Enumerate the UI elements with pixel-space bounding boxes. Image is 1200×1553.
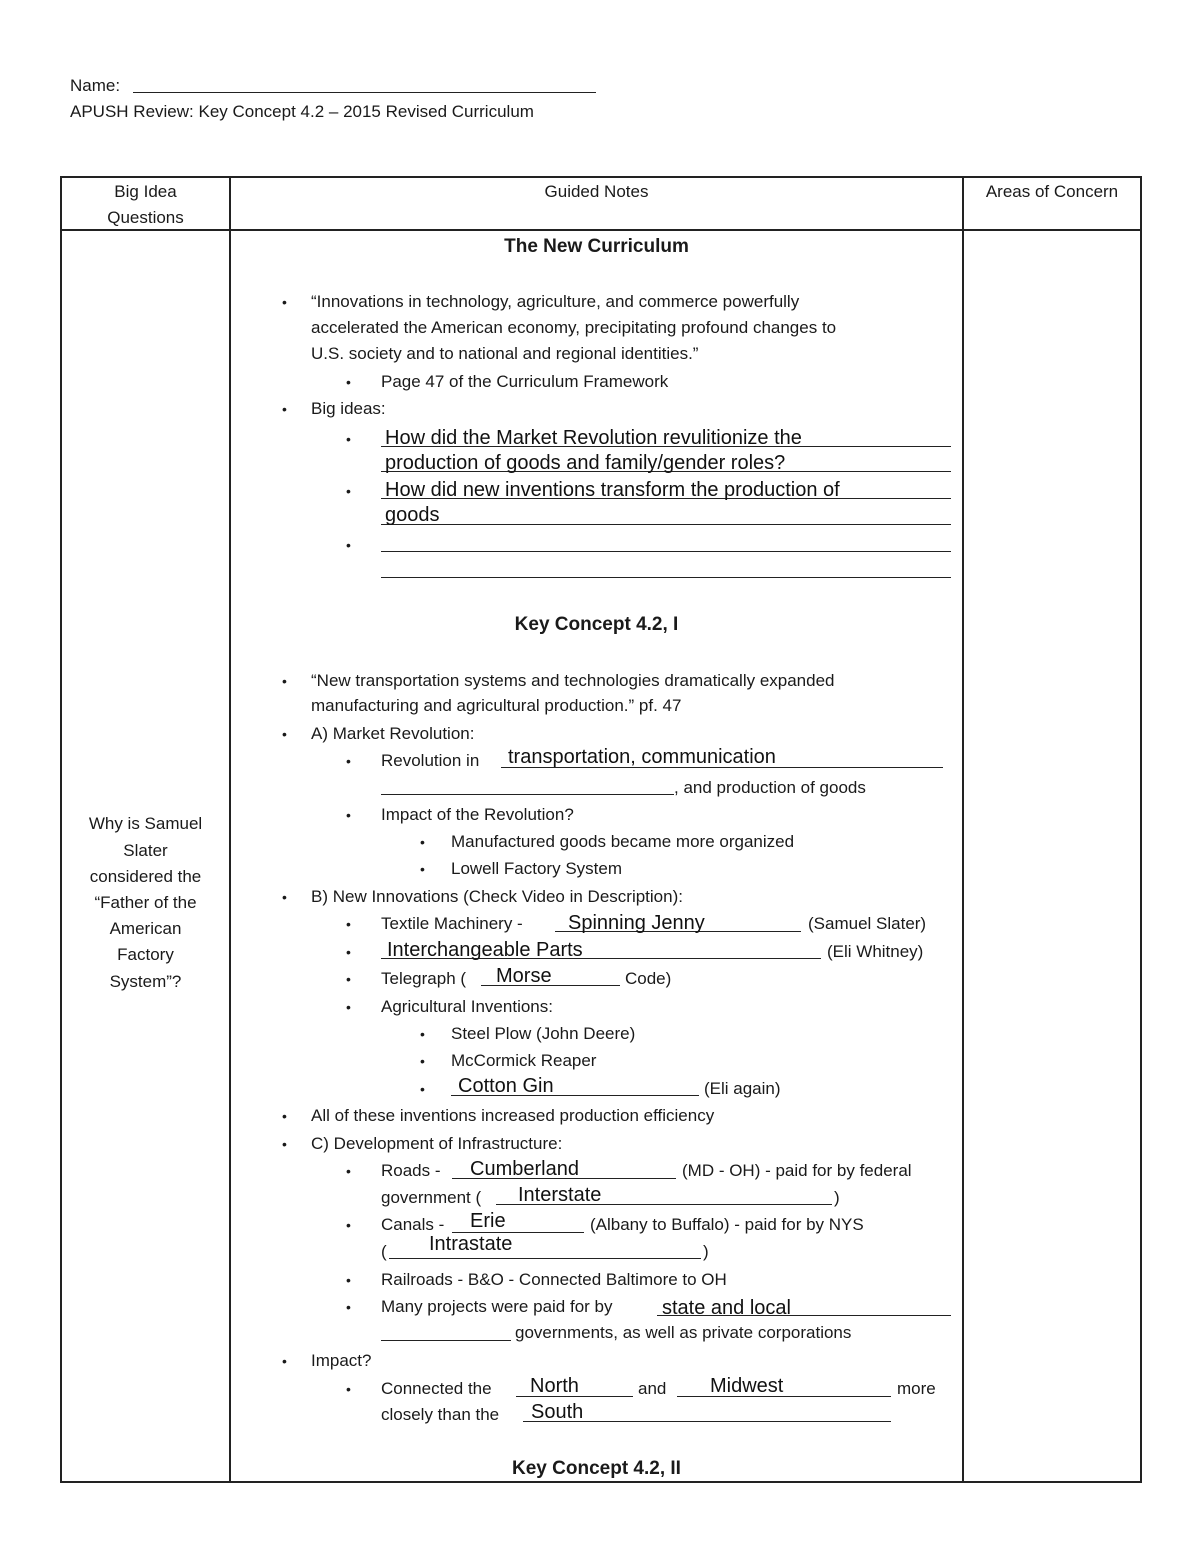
bullet-icon: • (346, 807, 351, 823)
textile-suffix: (Samuel Slater) (808, 914, 927, 933)
bullet-icon: • (346, 1381, 351, 1397)
document-title: APUSH Review: Key Concept 4.2 – 2015 Revised Curriculum (70, 102, 534, 121)
bullet-icon: • (346, 483, 351, 499)
telegraph-label: Telegraph ( (381, 969, 467, 988)
bullet-icon: • (282, 294, 287, 310)
question-line: Slater (123, 841, 168, 860)
bullet-icon: • (346, 916, 351, 932)
table-top-border (60, 176, 1142, 178)
canals-label: Canals - (381, 1215, 445, 1234)
projects-answer[interactable]: state and local (662, 1297, 791, 1319)
name-field[interactable] (133, 92, 596, 93)
ag-invention-1: Steel Plow (John Deere) (451, 1024, 636, 1043)
bullet-icon: • (420, 1081, 425, 1097)
blank-answer-line[interactable] (381, 577, 951, 578)
table-col-divider-1 (229, 176, 231, 1483)
question-line: considered the (89, 867, 202, 886)
bullet-icon: • (420, 834, 425, 850)
section-title-kc-4-2-i: Key Concept 4.2, I (514, 614, 679, 635)
bullet-icon: • (346, 431, 351, 447)
roads-answer[interactable]: Cumberland (470, 1158, 579, 1180)
section-title-kc-4-2-ii: Key Concept 4.2, II (512, 1458, 681, 1479)
bullet-icon: • (282, 726, 287, 742)
interchangeable-suffix: (Eli Whitney) (827, 942, 924, 961)
bullet-icon: • (346, 1217, 351, 1233)
table-right-border (1140, 176, 1142, 1483)
revolution-in-answer[interactable]: transportation, communication (508, 746, 776, 768)
quote1-line3: U.S. society and to national and regional identities.” (311, 344, 699, 363)
bullet-icon: • (346, 944, 351, 960)
ag-invention-3-suffix: (Eli again) (704, 1079, 781, 1098)
projects-line2: governments, as well as private corporations (515, 1323, 852, 1342)
connected-label: Connected the (381, 1379, 492, 1398)
impact-answer-2: Lowell Factory System (451, 859, 622, 878)
telegraph-suffix: Code) (625, 969, 672, 988)
canals-line2-close: ) (703, 1242, 709, 1261)
big-idea-2-line2[interactable]: goods (385, 504, 440, 526)
col-header-guided-notes: Guided Notes (544, 182, 649, 201)
textile-label: Textile Machinery - (381, 914, 523, 933)
connected-answer-1[interactable]: North (530, 1375, 579, 1397)
ag-invention-3-answer[interactable]: Cotton Gin (458, 1075, 554, 1097)
big-idea-1-line2[interactable]: production of goods and family/gender roles? (385, 452, 786, 474)
bullet-icon: • (420, 861, 425, 877)
roads-label: Roads - (381, 1161, 441, 1180)
projects-label: Many projects were paid for by (381, 1297, 613, 1316)
question-line: “Father of the (94, 893, 197, 912)
blank-answer-line[interactable] (381, 1340, 511, 1341)
roads-suffix: (MD - OH) - paid for by federal (682, 1161, 912, 1180)
col-header-big-idea-2: Questions (107, 208, 184, 227)
efficiency-note: All of these inventions increased production efficiency (311, 1106, 715, 1125)
col-header-areas-of-concern: Areas of Concern (985, 182, 1119, 201)
bullet-icon: • (346, 537, 351, 553)
bullet-icon: • (346, 971, 351, 987)
answer-line (381, 524, 951, 525)
impact-question: Impact of the Revolution? (381, 805, 574, 824)
roads-line2-label: government ( (381, 1188, 482, 1207)
question-line: American (109, 919, 182, 938)
roads-line2-answer[interactable]: Interstate (518, 1184, 602, 1206)
canals-line2-answer[interactable]: Intrastate (429, 1233, 513, 1255)
closely-answer[interactable]: South (531, 1401, 584, 1423)
ag-invention-2: McCormick Reaper (451, 1051, 597, 1070)
revolution-in-label: Revolution in (381, 751, 480, 770)
name-label: Name: (70, 76, 121, 95)
table-bottom-border (60, 1481, 1142, 1483)
bullet-icon: • (282, 889, 287, 905)
roads-line2-close: ) (834, 1188, 840, 1207)
bullet-icon: • (420, 1053, 425, 1069)
impact-label: Impact? (311, 1351, 372, 1370)
new-innovations-label: B) New Innovations (Check Video in Description): (311, 887, 683, 906)
col-header-big-idea-1: Big Idea (114, 182, 177, 201)
bullet-icon: • (346, 1299, 351, 1315)
bullet-icon: • (282, 1353, 287, 1369)
table-header-border (60, 229, 1142, 231)
revolution-in-suffix: , and production of goods (674, 778, 866, 797)
question-line: System”? (109, 972, 182, 991)
impact-answer-1: Manufactured goods became more organized (451, 832, 795, 851)
telegraph-answer[interactable]: Morse (496, 965, 552, 987)
blank-answer-line[interactable] (381, 551, 951, 552)
bullet-icon: • (346, 753, 351, 769)
bullet-icon: • (346, 1272, 351, 1288)
connected-more: more (897, 1379, 936, 1398)
canals-line2-open: ( (381, 1242, 387, 1261)
question-line: Why is Samuel (88, 814, 203, 833)
connected-answer-2[interactable]: Midwest (710, 1375, 784, 1397)
answer-line (389, 1258, 701, 1259)
agricultural-label: Agricultural Inventions: (381, 997, 553, 1016)
section-title-new-curriculum: The New Curriculum (504, 236, 689, 257)
big-idea-2-line1[interactable]: How did new inventions transform the production of (385, 479, 840, 501)
blank-answer-line[interactable] (381, 794, 674, 795)
textile-answer[interactable]: Spinning Jenny (568, 912, 705, 934)
canals-answer[interactable]: Erie (470, 1210, 506, 1232)
question-line: Factory (117, 945, 174, 964)
quote1-line1: “Innovations in technology, agriculture, and commerce powerfully (311, 292, 800, 311)
table-col-divider-2 (962, 176, 964, 1483)
infrastructure-label: C) Development of Infrastructure: (311, 1134, 563, 1153)
bullet-icon: • (420, 1026, 425, 1042)
quote1-line2: accelerated the American economy, precipitating profound changes to (311, 318, 837, 337)
big-idea-1-line1[interactable]: How did the Market Revolution revulitionize the (385, 427, 802, 449)
bullet-icon: • (346, 1163, 351, 1179)
market-revolution-label: A) Market Revolution: (311, 724, 475, 743)
bullet-icon: • (346, 999, 351, 1015)
connected-and: and (638, 1379, 667, 1398)
canals-suffix: (Albany to Buffalo) - paid for by NYS (590, 1215, 864, 1234)
bullet-icon: • (282, 1136, 287, 1152)
quote2-line2: manufacturing and agricultural production.” pf. 47 (311, 696, 682, 715)
bullet-icon: • (282, 1108, 287, 1124)
closely-label: closely than the (381, 1405, 500, 1424)
page-reference: Page 47 of the Curriculum Framework (381, 372, 669, 391)
interchangeable-answer[interactable]: Interchangeable Parts (387, 939, 583, 961)
bullet-icon: • (282, 401, 287, 417)
big-ideas-label: Big ideas: (311, 399, 386, 418)
bullet-icon: • (346, 374, 351, 390)
bullet-icon: • (282, 673, 287, 689)
railroads-note: Railroads - B&O - Connected Baltimore to OH (381, 1270, 727, 1289)
quote2-line1: “New transportation systems and technologies dramatically expanded (311, 671, 835, 690)
